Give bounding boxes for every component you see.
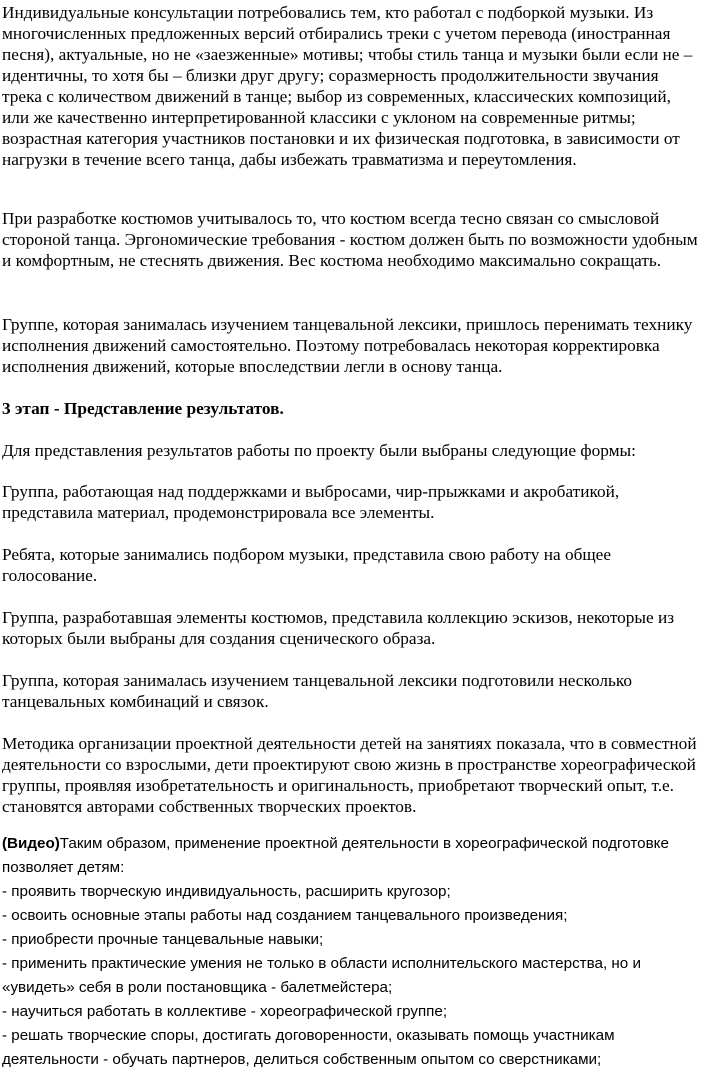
list-item: - научиться работать в коллективе - хореографической группе; — [2, 1003, 448, 1020]
list-item: - решать творческие споры, достигать договоренности, оказывать помощь участникам деятельности - обучать партнеров, делиться собственным опытом со сверстниками; — [2, 1027, 615, 1068]
paragraph-vocabulary-group: Группа, которая занималась изучением танцевальной лексики подготовили несколько танцевальных комбинаций и связок. — [2, 671, 633, 711]
conclusion-intro-text: Таким образом, применение проектной деятельности в хореографической подготовке позволяет детям: — [2, 835, 669, 876]
paragraph-dance-vocabulary: Группе, которая занималась изучением танцевальной лексики, пришлось перенимать технику исполнения движений самостоятельно. Поэтому потребовалась некоторая корректировка исполнения движений, которые впоследствии легли в основу танца. — [2, 315, 693, 376]
paragraph-costumes: При разработке костюмов учитывалось то, что костюм всегда тесно связан со смысловой стороной танца. Эргономические требования - костюм должен быть по возможности удобным и комфортным, не стеснять движения. Вес костюма необходимо максимально сокращать. — [2, 209, 698, 270]
paragraph-music-consultations: Индивидуальные консультации потребовались тем, кто работал с подборкой музыки. Из многочисленных предложенных версий отбирались треки с учетом перевода (иностранная песня), актуальные, но не «заезженные» мотивы; чтобы стиль танца и музыки были если не – идентичны, то хотя бы – близки друг другу; соразмерность продолжительности звучания трека с количеством движений в танце; выбор из современных, классических композиций, или же качественно интерпретированной классики с уклоном на современные ритмы; возрастная категория участников постановки и их физическая подготовка, в зависимости от нагрузки в течение всего танца, дабы избежать травматизма и переутомления. — [2, 3, 693, 169]
list-item: - применить практические умения не только в области исполнительского мастерства, но и «увидеть» себя в роли постановщика - балетмейстера; — [2, 955, 641, 996]
conclusion-block — [2, 832, 702, 1072]
section-heading-stage-3: 3 этап - Представление результатов. — [2, 399, 284, 418]
paragraph-music-group: Ребята, которые занимались подбором музыки, представила свою работу на общее голосование. — [2, 545, 612, 585]
list-item: - проявить творческую индивидуальность, расширить кругозор; — [2, 883, 451, 900]
conclusion-intro — [2, 832, 702, 880]
paragraph-costume-group: Группа, разработавшая элементы костюмов, представила коллекцию эскизов, некоторые из которых были выбраны для создания сценического образа. — [2, 608, 675, 648]
paragraph-acrobatics-group: Группа, работающая над поддержками и выбросами, чир-прыжками и акробатикой, представила материал, продемонстрировала все элементы. — [2, 482, 620, 522]
paragraph-methodology: Методика организации проектной деятельности детей на занятиях показала, что в совместной деятельности со взрослыми, дети проектируют свою жизнь в пространстве хореографической группы, проявляя изобретательность и оригинальность, приобретают творческий опыт, т.е. становятся авторами собственных творческих проектов. — [2, 734, 697, 816]
list-item: - приобрести прочные танцевальные навыки; — [2, 931, 324, 948]
paragraph-presentation-forms: Для представления результатов работы по проекту были выбраны следующие формы: — [2, 441, 636, 460]
video-label: (Видео) — [2, 835, 60, 852]
list-item: - освоить основные этапы работы над созданием танцевального произведения; — [2, 907, 568, 924]
